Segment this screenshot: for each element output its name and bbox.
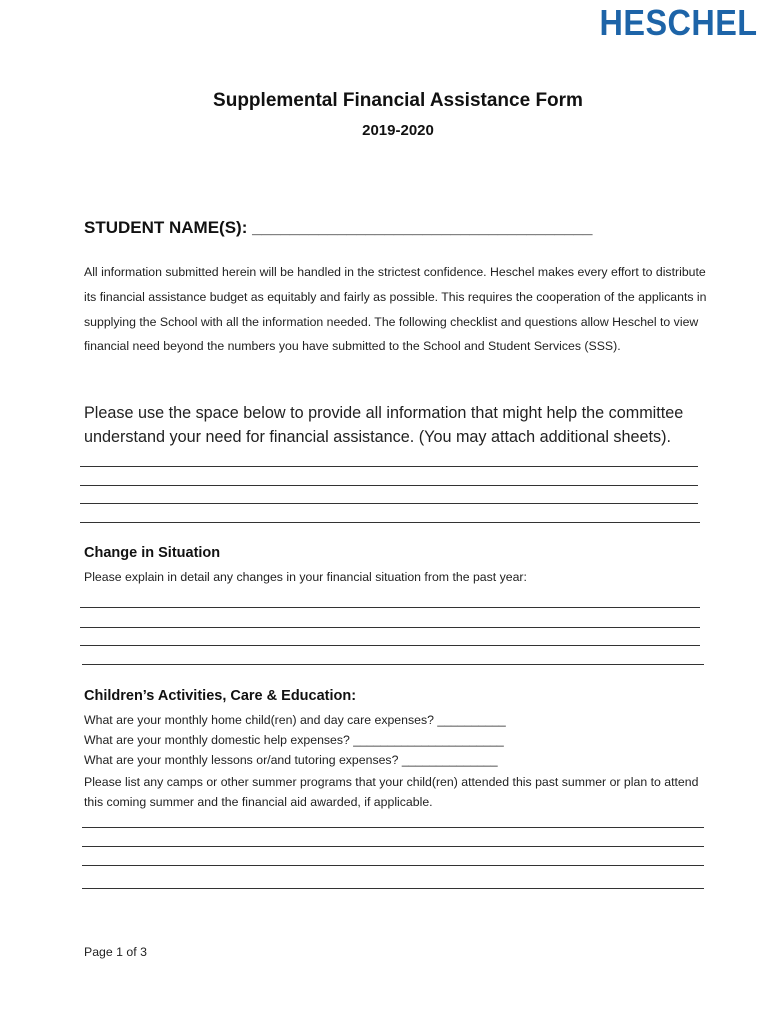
answer-line[interactable] [80, 485, 698, 486]
answer-line[interactable] [80, 627, 700, 628]
change-heading: Change in Situation [84, 545, 221, 561]
heschel-logo: HESCHEL [600, 2, 758, 43]
answer-line[interactable] [82, 827, 704, 828]
answer-line[interactable] [82, 846, 704, 847]
domestic-help-question[interactable]: What are your monthly domestic help expenses? ______________________ [84, 733, 504, 747]
answer-line[interactable] [80, 645, 700, 646]
tutoring-question[interactable]: What are your monthly lessons or/and tutoring expenses? ______________ [84, 753, 498, 767]
children-heading: Children’s Activities, Care & Education: [84, 688, 357, 704]
form-year: 2019-2020 [362, 122, 434, 139]
camps-question: Please list any camps or other summer programs that your child(ren) attended this past summer or plan to attend this coming summer and the financial aid awarded, if applicable. [84, 775, 699, 809]
answer-line[interactable] [82, 888, 704, 889]
childcare-question[interactable]: What are your monthly home child(ren) and day care expenses? __________ [84, 713, 506, 727]
answer-line[interactable] [80, 503, 698, 504]
student-name-field[interactable]: STUDENT NAME(S): ____________________________________ [84, 218, 593, 237]
answer-line[interactable] [82, 865, 704, 866]
change-text: Please explain in detail any changes in your financial situation from the past year: [84, 570, 527, 584]
need-prompt: Please use the space below to provide all information that might help the committee understand your need for financial assistance. (You may attach additional sheets). [84, 404, 684, 446]
answer-line[interactable] [80, 607, 700, 608]
answer-line[interactable] [80, 466, 698, 467]
answer-line[interactable] [82, 664, 704, 665]
answer-line[interactable] [80, 522, 700, 523]
form-title: Supplemental Financial Assistance Form [213, 90, 583, 111]
intro-paragraph: All information submitted herein will be handled in the strictest confidence. Heschel makes every effort to distribute its financial assistance budget as equitably and fairly as possible. This requires the cooperation of the applicants in supplying the School with all the information needed. The following checklist and questions allow Heschel to view financial need beyond the numbers you have submitted to the School and Student Services (SSS). [84, 265, 707, 354]
page-number: Page 1 of 3 [84, 945, 147, 959]
